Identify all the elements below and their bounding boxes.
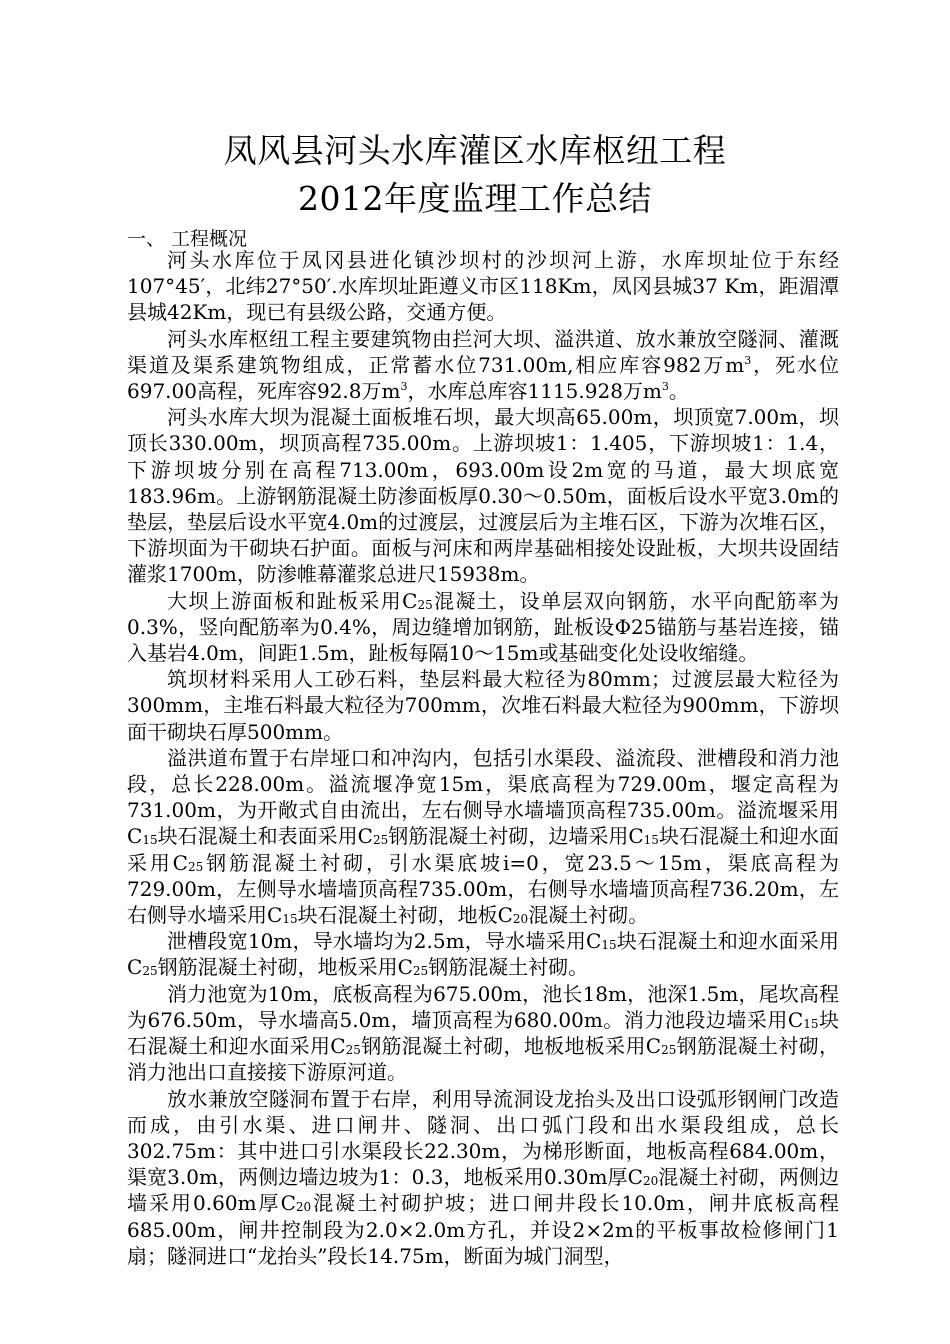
document-title-line-1: 凤风县河头水库灌区水库枢纽工程 <box>223 131 727 170</box>
document-title-line-2: 2012年度监理工作总结 <box>298 179 652 218</box>
paragraph: 泄槽段宽10m，导水墙均为2.5m，导水墙采用$C_{15}$块石混凝土和迎水面采用$C_{25}$钢筋混凝土衬砌，地板采用$C_{25}$钢筋混凝土衬砌。 <box>127 929 839 980</box>
paragraph: 河头水库位于凤冈县进化镇沙坝村的沙坝河上游，水库坝址位于东经107°45′，北纬27°50′.水库坝址距遵义市区118Km，凤冈县城37 Km，距湄潭县城42Km，现已有县级公路，交通方便。 <box>127 248 839 325</box>
paragraph: 河头水库枢纽工程主要建筑物由拦河大坝、溢洪道、放水兼放空隧洞、灌溉渠道及渠系建筑物组成，正常蓄水位731.00m,相应库容982万$m^3$，死水位697.00高程，死库容92.8万$m^3$，水库总库容1115.928万$m^3$。 <box>127 326 839 404</box>
paragraph: 溢洪道布置于右岸垭口和冲沟内，包括引水渠段、溢流段、泄槽段和消力池段，总长228.00m。溢流堰净宽15m，渠底高程为729.00m，堰定高程为731.00m，为开敞式自由流出，左右侧导水墙墙顶高程735.00m。溢流堰采用$C_{15}$块石混凝土和表面采用$C_{25}$钢筋混凝土衬砌，边墙采用$C_{15}$块石混凝土和迎水面采用$C_{25}$钢筋混凝土衬砌，引水渠底坡i=0，宽23.5～15m，渠底高程为729.00m，左侧导水墙墙顶高程735.00m，右侧导水墙墙顶高程736.20m，左右侧导水墙采用$C_{15}$块石混凝土衬砌，地板$C_{20}$混凝土衬砌。 <box>127 745 839 928</box>
paragraph: 河头水库大坝为混凝土面板堆石坝，最大坝高65.00m，坝顶宽7.00m，坝顶长330.00m，坝顶高程735.00m。上游坝坡1：1.405，下游坝坡1：1.4，下游坝坡分别在高程713.00m，693.00m设2m宽的马道，最大坝底宽183.96m。上游钢筋混凝土防渗面板厚0.30～0.50m，面板后设水平宽3.0m的垫层，垫层后设水平宽4.0m的过渡层，过渡层后为主堆石区，下游为次堆石区，下游坝面为干砌块石护面。面板与河床和两岸基础相接处设趾板，大坝共设固结灌浆1700m，防渗帷幕灌浆总进尺15938m。 <box>127 405 839 587</box>
section-heading: 一、 工程概况 <box>127 228 248 250</box>
paragraph: 大坝上游面板和趾板采用$C_{25}$混凝土，设单层双向钢筋，水平向配筋率为0.3%，竖向配筋率为0.4%，周边缝增加钢筋，趾板设Φ25锚筋与基岩连接，锚入基岩4.0m，间距1.5m，趾板每隔10～15m或基础变化处设收缩缝。 <box>127 588 840 666</box>
paragraph: 筑坝材料采用人工砂石料，垫层料最大粒径为80mm；过渡层最大粒径为300mm，主堆石料最大粒径为700mm，次堆石料最大粒径为900mm，下游坝面干砌块石厚500mm。 <box>127 667 839 744</box>
paragraph: 消力池宽为10m，底板高程为675.00m，池长18m，池深1.5m，尾坎高程为676.50m，导水墙高5.0m，墙顶高程为680.00m。消力池段边墙采用$C_{15}$块石混凝土和迎水面采用$C_{25}$钢筋混凝土衬砌，地板地板采用$C_{25}$钢筋混凝土衬砌，消力池出口直接接下游原河道。 <box>127 981 840 1085</box>
document-body <box>127 247 839 1269</box>
paragraph: 放水兼放空隧洞布置于右岸，利用导流洞设龙抬头及出口设弧形钢闸门改造而成，由引水渠、进口闸井、隧洞、出口弧门段和出水渠段组成，总长302.75m：其中进口引水渠段长22.30m，为梯形断面，地板高程684.00m，渠宽3.0m，两侧边墙边坡为1：0.3，地板采用0.30m厚$C_{20}$混凝土衬砌，两侧边墙采用0.60m厚$C_{20}$混凝土衬砌护坡；进口闸井段长10.0m，闸井底板高程685.00m，闸井控制段为2.0×2.0m方孔，并设2×2m的平板事故检修闸门1扇；隧洞进口“龙抬头”段长14.75m，断面为城门洞型， <box>127 1086 840 1268</box>
